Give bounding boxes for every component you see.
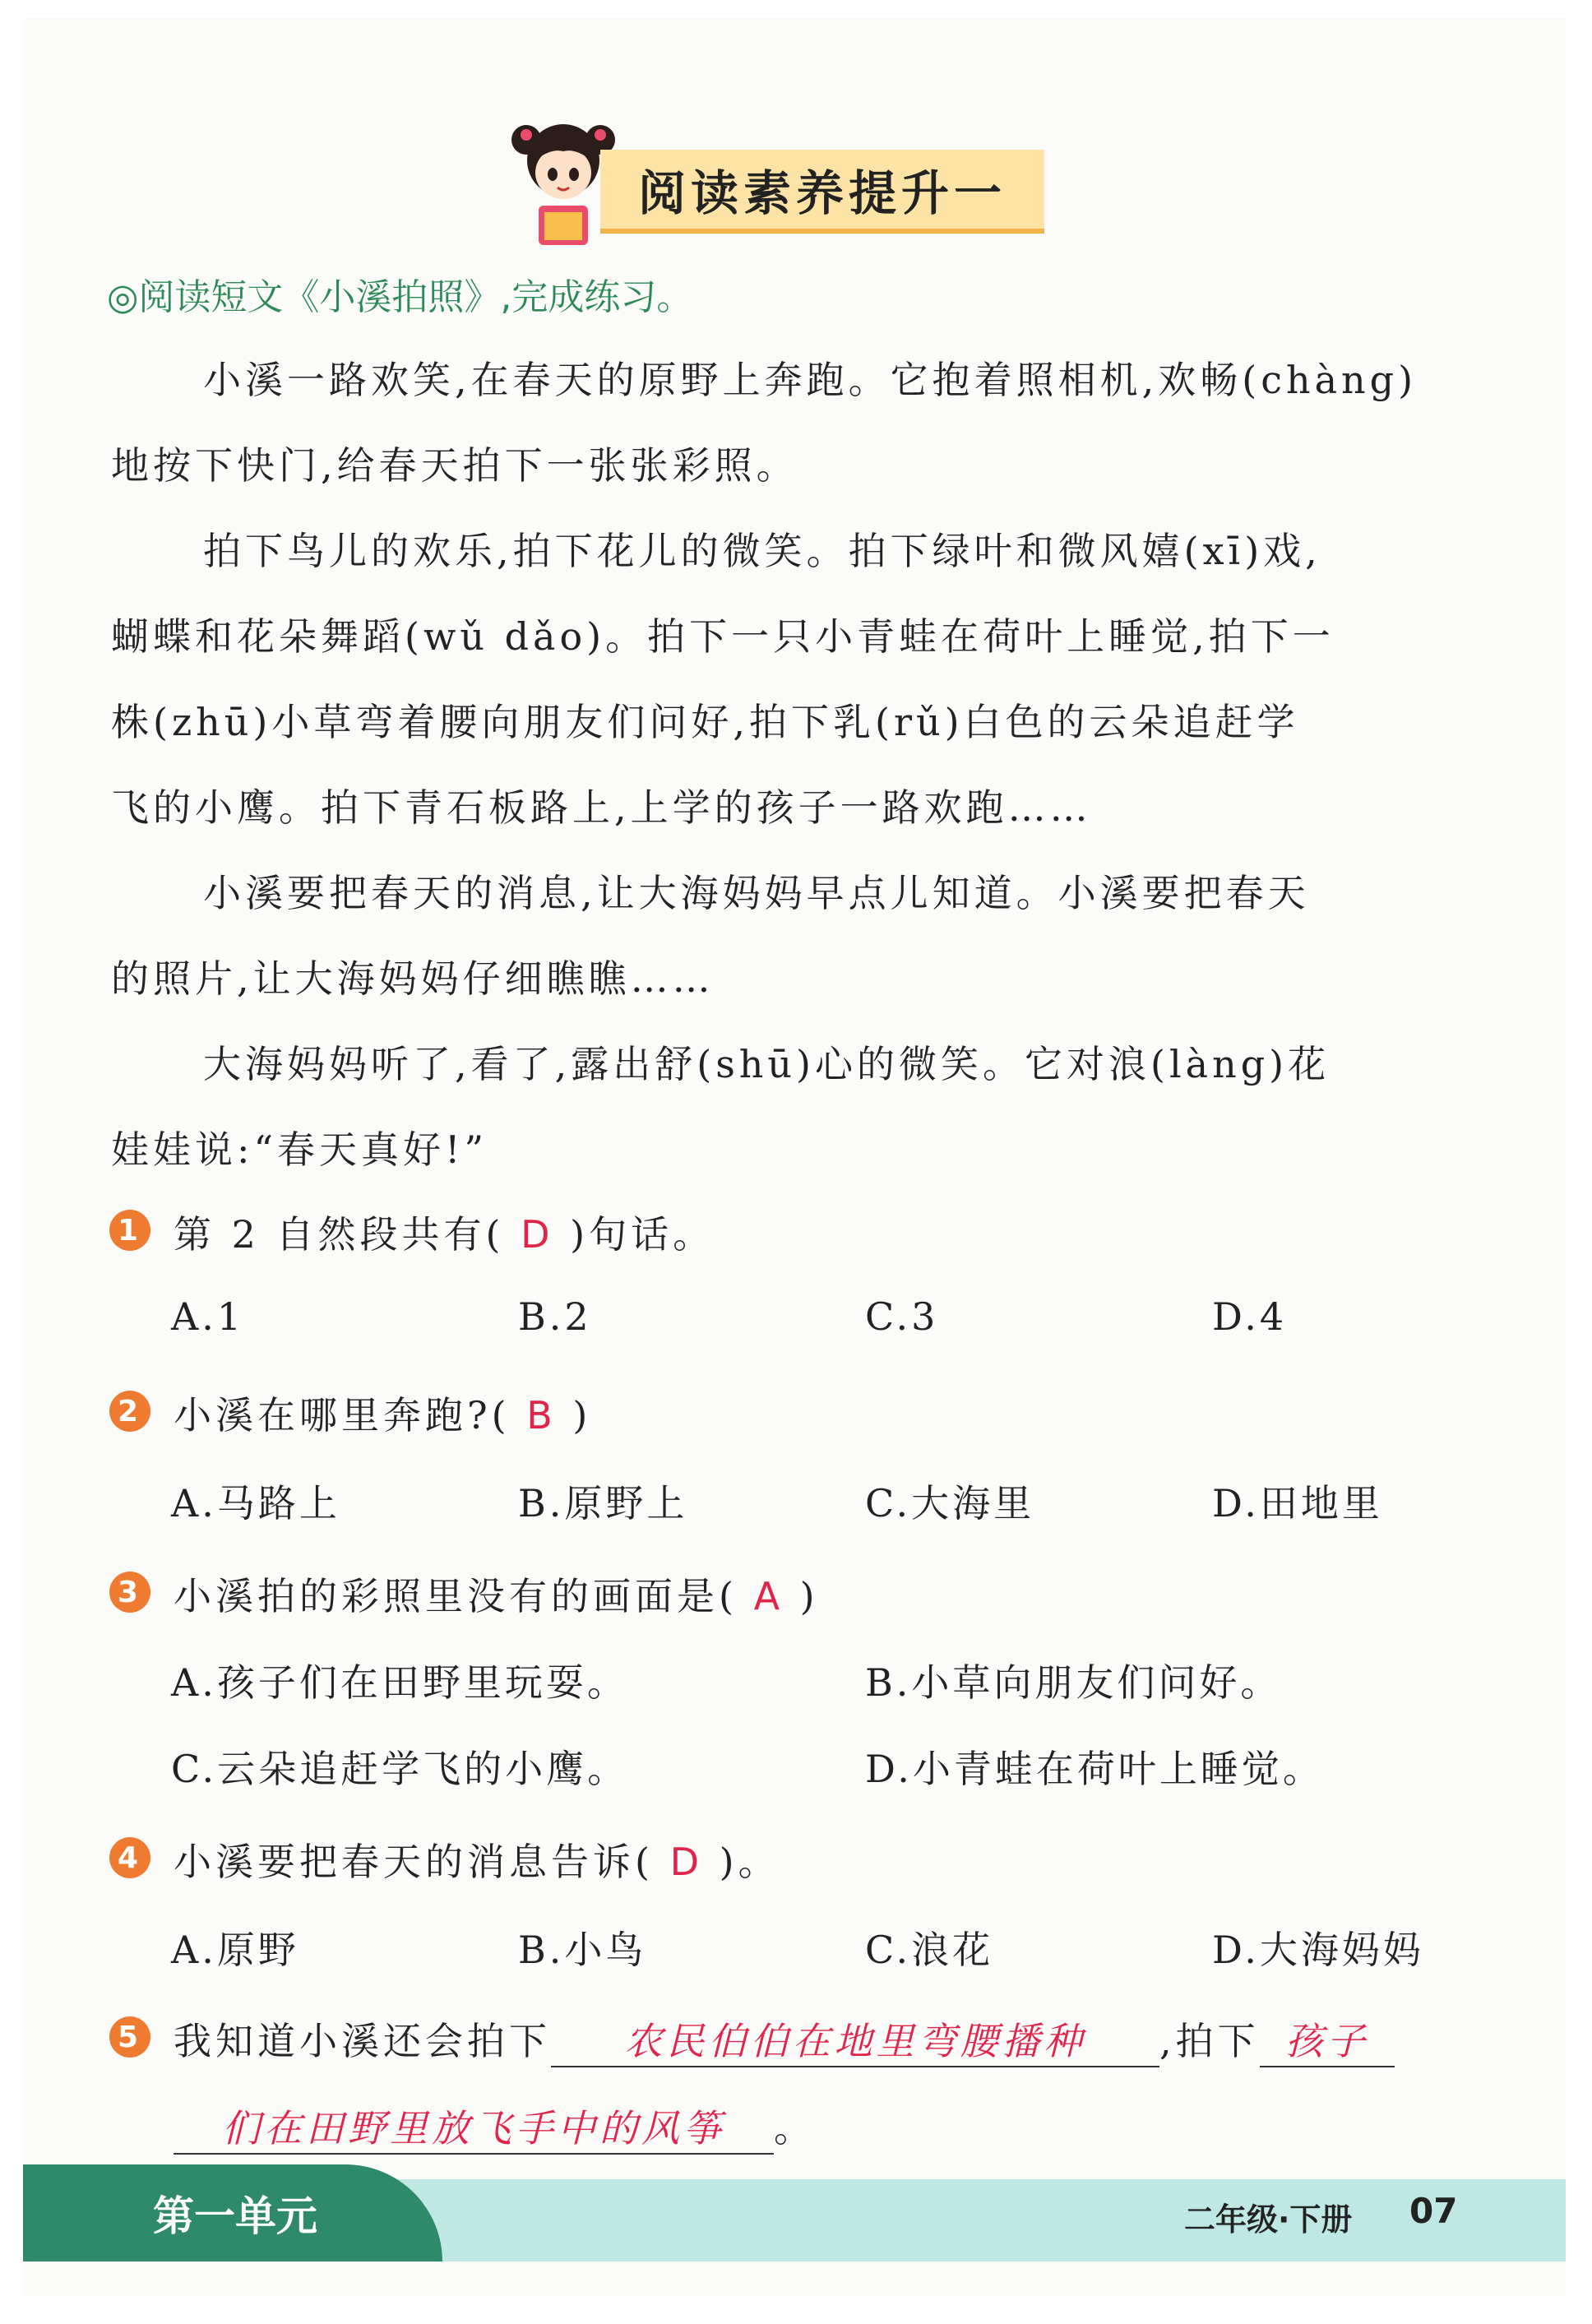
answer-mark: B (526, 1393, 557, 1437)
passage-paragraph-3 (111, 850, 1460, 1021)
passage-line: 拍下鸟儿的欢乐,拍下花儿的微笑。拍下绿叶和微风嬉(xī)戏, (203, 529, 1321, 573)
passage-line: 小溪要把春天的消息,让大海妈妈早点儿知道。小溪要把春天 (203, 871, 1310, 915)
page-number: 07 (1409, 2191, 1458, 2231)
option-a: A.孩子们在田野里玩耍。 (171, 1660, 628, 1705)
passage-line: 株(zhū)小草弯着腰向朋友们问好,拍下乳(rǔ)白色的云朵追赶学 (111, 700, 1299, 744)
option-a: A.1 (171, 1294, 245, 1339)
question-text: 小溪要把春天的消息告诉( D )。 (174, 1840, 780, 1884)
option-d: D.4 (1212, 1294, 1288, 1339)
question-number-badge: 2 (109, 1391, 150, 1432)
passage-paragraph-2 (111, 508, 1460, 850)
unit-tab (23, 2164, 442, 2262)
title-banner (600, 150, 1044, 234)
passage-line: 蝴蝶和花朵舞蹈(wǔ dǎo)。拍下一只小青蛙在荷叶上睡觉,拍下一 (111, 614, 1335, 659)
passage-line: 大海妈妈听了,看了,露出舒(shū)心的微笑。它对浪(làng)花 (203, 1042, 1331, 1086)
option-b: B.小草向朋友们问好。 (865, 1660, 1282, 1705)
passage-line: 地按下快门,给春天拍下一张张彩照。 (111, 443, 798, 488)
unit-label: 第一单元 (153, 2192, 317, 2240)
question-text: 小溪拍的彩照里没有的画面是( A ) (174, 1574, 819, 1618)
answer-blank-2a: 孩子 (1260, 2012, 1395, 2067)
option-b: B.原野上 (518, 1481, 688, 1525)
option-d: D.田地里 (1212, 1481, 1383, 1525)
grade-label: 二年级·下册 (1184, 2201, 1353, 2238)
passage-line: 小溪一路欢笑,在春天的原野上奔跑。它抱着照相机,欢畅(chàng) (203, 358, 1418, 402)
option-c: C.3 (865, 1294, 939, 1339)
answer-mark: D (669, 1840, 703, 1884)
passage-line: 飞的小鹰。拍下青石板路上,上学的孩子一路欢跑…… (111, 785, 1092, 830)
passage-paragraph-4 (111, 1021, 1460, 1192)
question-number-badge: 1 (109, 1210, 150, 1251)
instruction-text: ◎阅读短文《小溪拍照》,完成练习。 (107, 276, 693, 318)
question-number-badge: 3 (109, 1572, 150, 1613)
option-d: D.大海妈妈 (1212, 1928, 1424, 1972)
question-text: 我知道小溪还会拍下 农民伯伯在地里弯腰播种 ,拍下 孩子 (174, 2012, 1395, 2067)
option-c: C.大海里 (865, 1481, 1035, 1525)
answer-blank-2b: 们在田野里放飞手中的风筝 (174, 2099, 774, 2155)
option-c: C.云朵追赶学飞的小鹰。 (171, 1747, 629, 1791)
option-a: A.马路上 (171, 1481, 340, 1525)
option-d: D.小青蛙在荷叶上睡觉。 (865, 1747, 1324, 1791)
option-b: B.2 (518, 1294, 592, 1339)
option-b: B.小鸟 (518, 1928, 647, 1972)
page-title: 阅读素养提升一 (637, 165, 1007, 221)
passage-paragraph-1 (111, 337, 1460, 508)
question-number-badge: 5 (109, 2016, 150, 2058)
question-text: 小溪在哪里奔跑?( B ) (174, 1393, 592, 1437)
answer-mark: A (753, 1574, 784, 1618)
question-text: 们在田野里放飞手中的风筝 。 (174, 2099, 816, 2155)
passage-line: 娃娃说:“春天真好!” (111, 1127, 488, 1172)
passage-line: 的照片,让大海妈妈仔细瞧瞧…… (111, 956, 715, 1001)
answer-mark: D (521, 1212, 554, 1257)
question-number-badge: 4 (109, 1837, 150, 1878)
question-text: 第 2 自然段共有( D )句话。 (174, 1212, 715, 1257)
answer-blank-1: 农民伯伯在地里弯腰播种 (551, 2012, 1159, 2067)
option-a: A.原野 (171, 1928, 299, 1972)
option-c: C.浪花 (865, 1928, 994, 1972)
